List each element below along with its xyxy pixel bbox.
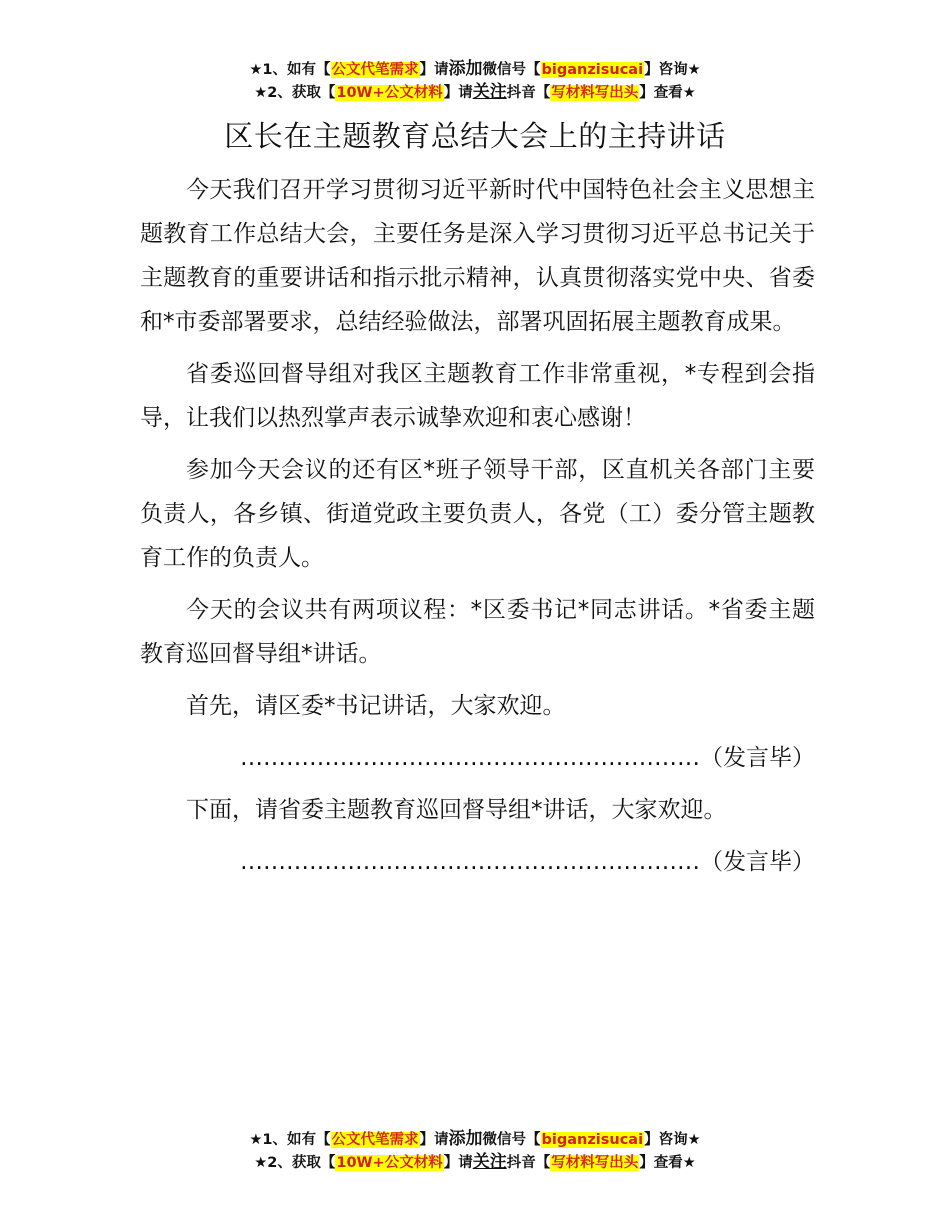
banner-line-1 [0,1128,950,1151]
banner-highlight: 10W+公文材料 [336,1155,443,1171]
banner-text: 】查看★ [639,85,696,101]
banner-emphasis: 添加 [448,1129,483,1149]
speech-end-marker: ……………………………………………………（发言毕） [240,745,815,771]
footer-banner [0,1128,950,1174]
banner-highlight: 公文代笔需求 [331,1132,419,1148]
paragraph: 下面，请省委主题教育巡回督导组*讲话，大家欢迎。 [186,797,727,823]
banner-text: 】咨询★ [644,1132,701,1148]
paragraph: 参加今天会议的还有区*班子领导干部，区直机关各部门主要负责人，各乡镇、街道党政主要负责人，各党（工）委分管主题教育工作的负责人。 [140,457,815,571]
paragraph: 首先，请区委*书记讲话，大家欢迎。 [186,693,566,719]
banner-highlight: biganzisucai [541,1132,644,1148]
banner-text: 抖音【 [506,1155,551,1171]
speech-end-marker: ……………………………………………………（发言毕） [240,849,815,875]
document-body [140,168,815,892]
banner-text: ★2、获取【 [254,1155,336,1171]
banner-text: 】请 [419,1132,449,1148]
paragraph: 今天我们召开学习贯彻习近平新时代中国特色社会主义思想主题教育工作总结大会，主要任务是深入学习贯彻习近平总书记关于主题教育的重要讲话和指示批示精神，认真贯彻落实党中央、省委和*市委部署要求，总结经验做法，部署巩固拓展主题教育成果。 [140,177,815,335]
banner-highlight: 10W+公文材料 [336,85,443,101]
banner-highlight: biganzisucai [541,62,644,78]
paragraph: 省委巡回督导组对我区主题教育工作非常重视，*专程到会指导，让我们以热烈掌声表示诚挚欢迎和衷心感谢！ [140,361,815,431]
banner-highlight: 写材料写出头 [551,85,639,101]
banner-line-1 [0,58,950,81]
banner-highlight: 写材料写出头 [551,1155,639,1171]
banner-text: 】请 [443,85,473,101]
banner-emphasis: 关注 [472,82,507,102]
banner-emphasis: 关注 [472,1152,507,1172]
paragraph: 今天的会议共有两项议程：*区委书记*同志讲话。*省委主题教育巡回督导组*讲话。 [140,597,816,667]
banner-line-2 [0,1151,950,1174]
banner-text: ★1、如有【 [249,1132,331,1148]
header-banner [0,58,950,104]
banner-text: 】查看★ [639,1155,696,1171]
banner-text: 】咨询★ [644,62,701,78]
banner-line-2 [0,81,950,104]
banner-text: 微信号【 [482,62,541,78]
banner-text: 抖音【 [506,85,551,101]
banner-text: 】请 [419,62,449,78]
banner-emphasis: 添加 [448,59,483,79]
banner-highlight: 公文代笔需求 [331,62,419,78]
banner-text: ★2、获取【 [254,85,336,101]
banner-text: 微信号【 [482,1132,541,1148]
banner-text: ★1、如有【 [249,62,331,78]
banner-text: 】请 [443,1155,473,1171]
document-title: 区长在主题教育总结大会上的主持讲话 [224,119,726,153]
